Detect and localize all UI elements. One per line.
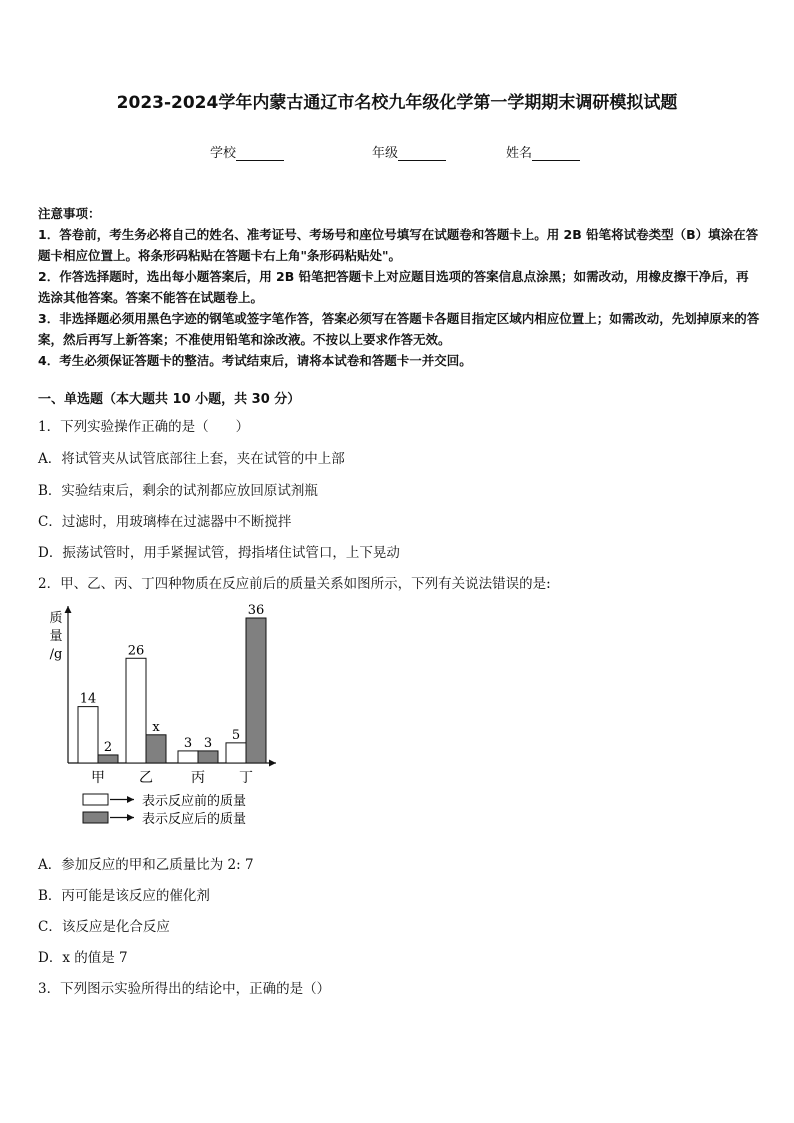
notice-item-2: 2．作答选择题时，选出每小题答案后，用 2B 铅笔把答题卡上对应题目选项的答案信息点涂黑；如需改动，用橡皮擦干净后，再选涂其他答案。答案不能答在试题卷上。	[38, 269, 749, 305]
name-label: 姓名	[506, 146, 533, 161]
name-blank[interactable]	[532, 146, 580, 161]
legend-label-0: 表示反应前的质量	[142, 794, 247, 809]
y-axis-label-2: /g	[49, 647, 63, 662]
bar-丁-1	[246, 618, 266, 763]
notice-item-3: 3．非选择题必须用黑色字迹的钢笔或签字笔作答，答案必须写在答题卡各题目指定区域内相应位置上；如需改动，先划掉原来的答案，然后再写上新答案；不准使用铅笔和涂改液。不按以上要求作答无效。	[38, 311, 760, 347]
bar-乙-0	[126, 658, 146, 763]
x-tick-label-1: 乙	[139, 770, 153, 786]
bar-value-label: 26	[127, 643, 145, 659]
q1-option-b[interactable]: B．实验结束后，剩余的试剂都应放回原试剂瓶	[38, 483, 318, 499]
exam-title: 2023-2024学年内蒙古通辽市名校九年级化学第一学期期末调研模拟试题	[116, 93, 678, 113]
bar-value-label: 5	[231, 727, 241, 743]
y-axis-label-1: 量	[49, 629, 63, 644]
section-heading: 一、单选题（本大题共 10 小题，共 30 分）	[38, 392, 301, 407]
mass-bar-chart	[38, 598, 298, 838]
q3-stem: 3．下列图示实验所得出的结论中，正确的是（）	[38, 981, 331, 997]
bar-value-label: x	[152, 719, 160, 735]
legend-label-1: 表示反应后的质量	[142, 812, 247, 827]
school-field[interactable]	[210, 142, 284, 161]
q2-option-d[interactable]: D．x 的值是 7	[38, 950, 128, 966]
q1-option-a[interactable]: A．将试管夹从试管底部往上套，夹在试管的中上部	[38, 451, 345, 467]
bar-乙-1	[146, 735, 166, 763]
notice-block	[38, 203, 760, 371]
grade-label: 年级	[372, 146, 399, 161]
q2-option-a[interactable]: A．参加反应的甲和乙质量比为 2: 7	[38, 857, 254, 873]
grade-blank[interactable]	[398, 146, 446, 161]
x-tick-label-2: 丙	[191, 770, 205, 786]
q1-option-c[interactable]: C．过滤时，用玻璃棒在过滤器中不断搅拌	[38, 514, 292, 530]
grade-field[interactable]	[372, 142, 446, 161]
y-axis-label-0: 质	[49, 611, 63, 626]
legend-swatch-0	[83, 794, 108, 805]
school-label: 学校	[210, 146, 237, 161]
notice-heading: 注意事项：	[38, 206, 101, 221]
bar-value-label: 3	[183, 735, 193, 751]
bar-甲-0	[78, 707, 98, 763]
bar-value-label: 3	[203, 735, 213, 751]
bar-丙-0	[178, 751, 198, 763]
bar-甲-1	[98, 755, 118, 763]
q1-option-d[interactable]: D．振荡试管时，用手紧握试管，拇指堵住试管口，上下晃动	[38, 545, 400, 561]
q2-option-b[interactable]: B．丙可能是该反应的催化剂	[38, 888, 210, 904]
name-field[interactable]	[506, 142, 580, 161]
student-info-row	[0, 142, 794, 160]
bar-value-label: 14	[79, 691, 97, 707]
school-blank[interactable]	[236, 146, 284, 161]
bar-丙-1	[198, 751, 218, 763]
bar-value-label: 2	[103, 739, 113, 755]
x-tick-label-3: 丁	[239, 770, 253, 786]
q1-stem: 1．下列实验操作正确的是（ ）	[38, 419, 250, 435]
bar-value-label: 36	[247, 603, 265, 618]
notice-item-4: 4．考生必须保证答题卡的整洁。考试结束后，请将本试卷和答题卡一并交回。	[38, 353, 472, 368]
q2-stem: 2．甲、乙、丙、丁四种物质在反应前后的质量关系如图所示，下列有关说法错误的是:	[38, 576, 551, 592]
x-tick-label-0: 甲	[91, 770, 105, 786]
notice-item-1: 1．答卷前，考生务必将自己的姓名、准考证号、考场号和座位号填写在试题卷和答题卡上。用 2B 铅笔将试卷类型（B）填涂在答题卡相应位置上。将条形码粘贴在答题卡右上角"条形码粘贴处"。	[38, 227, 759, 263]
legend-swatch-1	[83, 812, 108, 823]
bar-丁-0	[226, 743, 246, 763]
q2-option-c[interactable]: C．该反应是化合反应	[38, 919, 170, 935]
chart-svg	[38, 598, 298, 838]
